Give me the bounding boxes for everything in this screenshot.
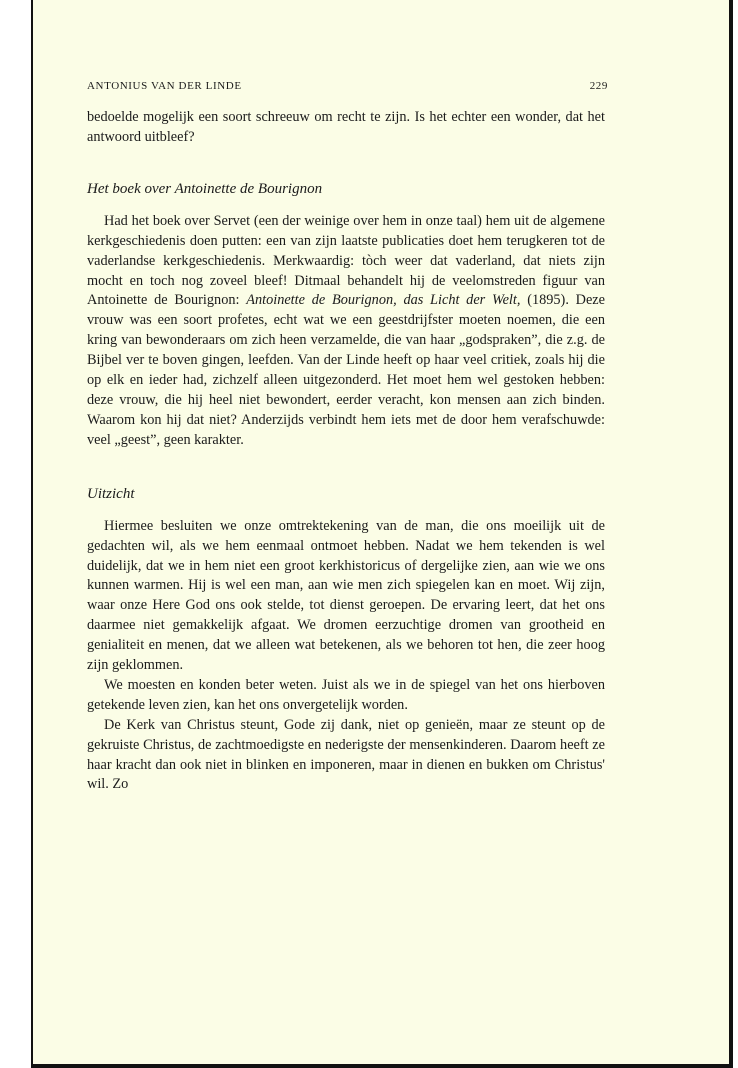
bourignon-text-before: Had het boek over Servet (een der weinige over hem in onze taal) hem uit de algemene kerkgeschiedenis doen putten: een van zijn laatste publicaties doet hem terugkeren tot de vaderlandse kerkgeschiedenis. Merkwaardig: tòch weer dat vaderland, dat niets zijn mocht en toch nog zoveel bleef! Ditmaal behandelt hij de veelomstreden figuur van Antoinette de Bourignon: bbox=[87, 212, 605, 309]
scan-border-right bbox=[729, 0, 733, 1068]
uitzicht-paragraph-2: We moesten en konden beter weten. Juist als we in de spiegel van het ons hierboven getekende leven zien, kan het ons onvergetelijk worden. bbox=[87, 676, 605, 713]
page-body bbox=[87, 108, 605, 795]
scan-border-bottom bbox=[31, 1064, 733, 1068]
running-head: ANTONIUS VAN DER LINDE bbox=[87, 80, 242, 92]
scan-border-left bbox=[31, 0, 33, 1068]
section-heading-bourignon: Het boek over Antoinette de Bourignon bbox=[87, 180, 323, 197]
page-number: 229 bbox=[589, 80, 608, 92]
book-title: Antoinette de Bourignon, das Licht der Welt, bbox=[246, 292, 521, 309]
uitzicht-paragraph-3: De Kerk van Christus steunt, Gode zij dank, niet op genieën, maar ze steunt op de gekruiste Christus, de zachtmoedigste en nederigste der mensenkinderen. Daarom heeft ze haar kracht dan ook niet in blinken en imponeren, maar in dienen en bukken om Christus' wil. Zo bbox=[87, 716, 605, 793]
bourignon-text-after: (1895). Deze vrouw was een soort profetes, echt wat we een geestdrijfster moeten noemen, die een kring van bewonderaars om zich heen verzamelde, die van haar „godspraken”, die z.g. de Bijbel ver te boven gingen, leefden. Van der Linde heeft op haar veel critiek, zoals hij die op elk en ieder had, zichzelf alleen uitgezonderd. Het moet hem wel gestoken hebben: deze vrouw, die hij heel niet bewondert, eerder veracht, kon mensen aan zich binden. Waarom kon hij dat niet? Anderzijds verbindt hem iets met de door hem verafschuwde: veel „geest”, geen karakter. bbox=[87, 292, 605, 448]
uitzicht-paragraph-1: Hiermee besluiten we onze omtrektekening van de man, die ons moeilijk uit de gedachten wil, als we hem eenmaal ontmoet hebben. Nadat we hem tekenden is wel duidelijk, dat we in hem niet een groot kerkhistoricus of dergelijke zien, aan wie we ons kunnen warmen. Hij is wel een man, aan wie men zich spiegelen kan en moet. Wij zijn, waar onze Here God ons ook stelde, tot dienst geroepen. De ervaring leert, dat het ons daarmee niet gemakkelijk afgaat. We dromen eerzuchtige dromen van grootheid en genialiteit en menen, dat we alleen wat betekenen, als we behoren tot hen, die zeer hoog zijn geklommen. bbox=[87, 517, 605, 674]
intro-paragraph: bedoelde mogelijk een soort schreeuw om recht te zijn. Is het echter een wonder, dat het antwoord uitbleef? bbox=[87, 109, 605, 145]
bourignon-paragraph bbox=[87, 212, 605, 451]
section-heading-uitzicht: Uitzicht bbox=[87, 485, 135, 502]
